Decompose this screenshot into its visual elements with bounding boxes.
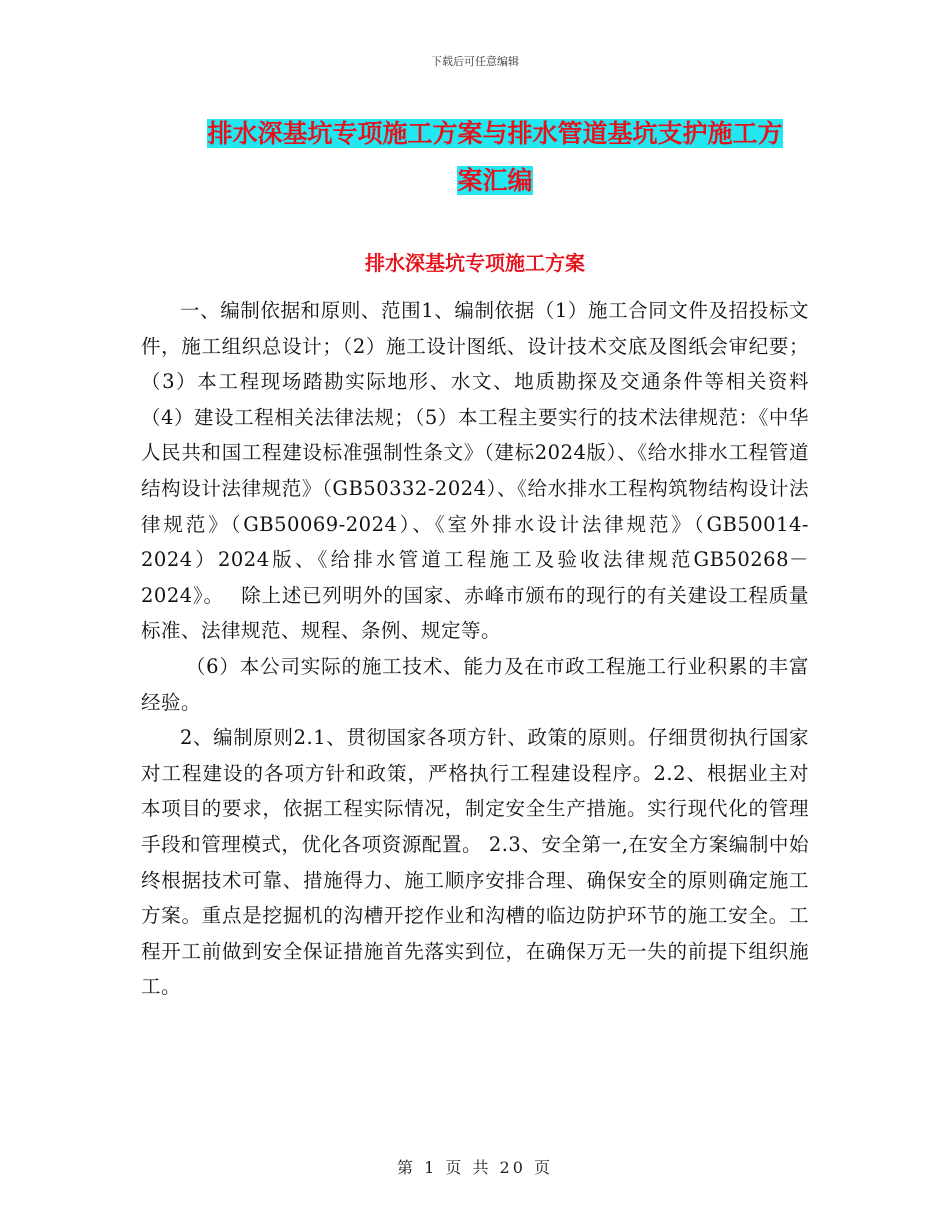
title-line-2: 案汇编 — [457, 166, 533, 195]
header-note: 下载后可任意编辑 — [431, 55, 519, 68]
paragraph: 2、编制原则2.1、贯彻国家各项方针、政策的原则。仔细贯彻执行国家对工程建设的各项方针和政策，严格执行工程建设程序。2.2、根据业主对本项目的要求，依据工程实际情况，制定安全生产措施。实行现代化的管理手段和管理模式，优化各项资源配置。 2.3、安全第一,在安全方案编制中始终根据技术可靠、措施得力、施工顺序安排合理、确保安全的原则确定施工方案。重点是挖掘机的沟槽开挖作业和沟槽的临边防护环节的施工安全。工程开工前做到安全保证措施首先落实到位，在确保万无一失的前提下组织施工。 — [141, 726, 809, 999]
page-number: 第 1 页 共 20 页 — [397, 1158, 553, 1177]
body-text — [141, 293, 809, 1005]
paragraph: 一、编制依据和原则、范围1、编制依据（1）施工合同文件及招投标文件，施工组织总设计；（2）施工设计图纸、设计技术交底及图纸会审纪要；（3）本工程现场踏勘实际地形、水文、地质勘探及交通条件等相关资料（4）建设工程相关法律法规；（5）本工程主要实行的技术法律规范：《中华人民共和国工程建设标准强制性条文》（建标2024版）、《给水排水工程管道结构设计法律规范》（GB50332-2024）、《给水排水工程构筑物结构设计法律规范》（GB50069-2024）、《室外排水设计法律规范》（GB50014-2024）2024版、《给排水管道工程施工及验收法律规范GB50268－2024》。 除上述已列明外的国家、赤峰市颁布的现行的有关建设工程质量标准、法律规范、规程、条例、规定等。 — [141, 299, 809, 643]
document-title — [185, 110, 805, 204]
title-line-1: 排水深基坑专项施工方案与排水管道基坑支护施工方 — [207, 119, 783, 148]
section-title: 排水深基坑专项施工方案 — [365, 251, 585, 275]
paragraph: （6）本公司实际的施工技术、能力及在市政工程施工行业积累的丰富经验。 — [141, 654, 809, 714]
